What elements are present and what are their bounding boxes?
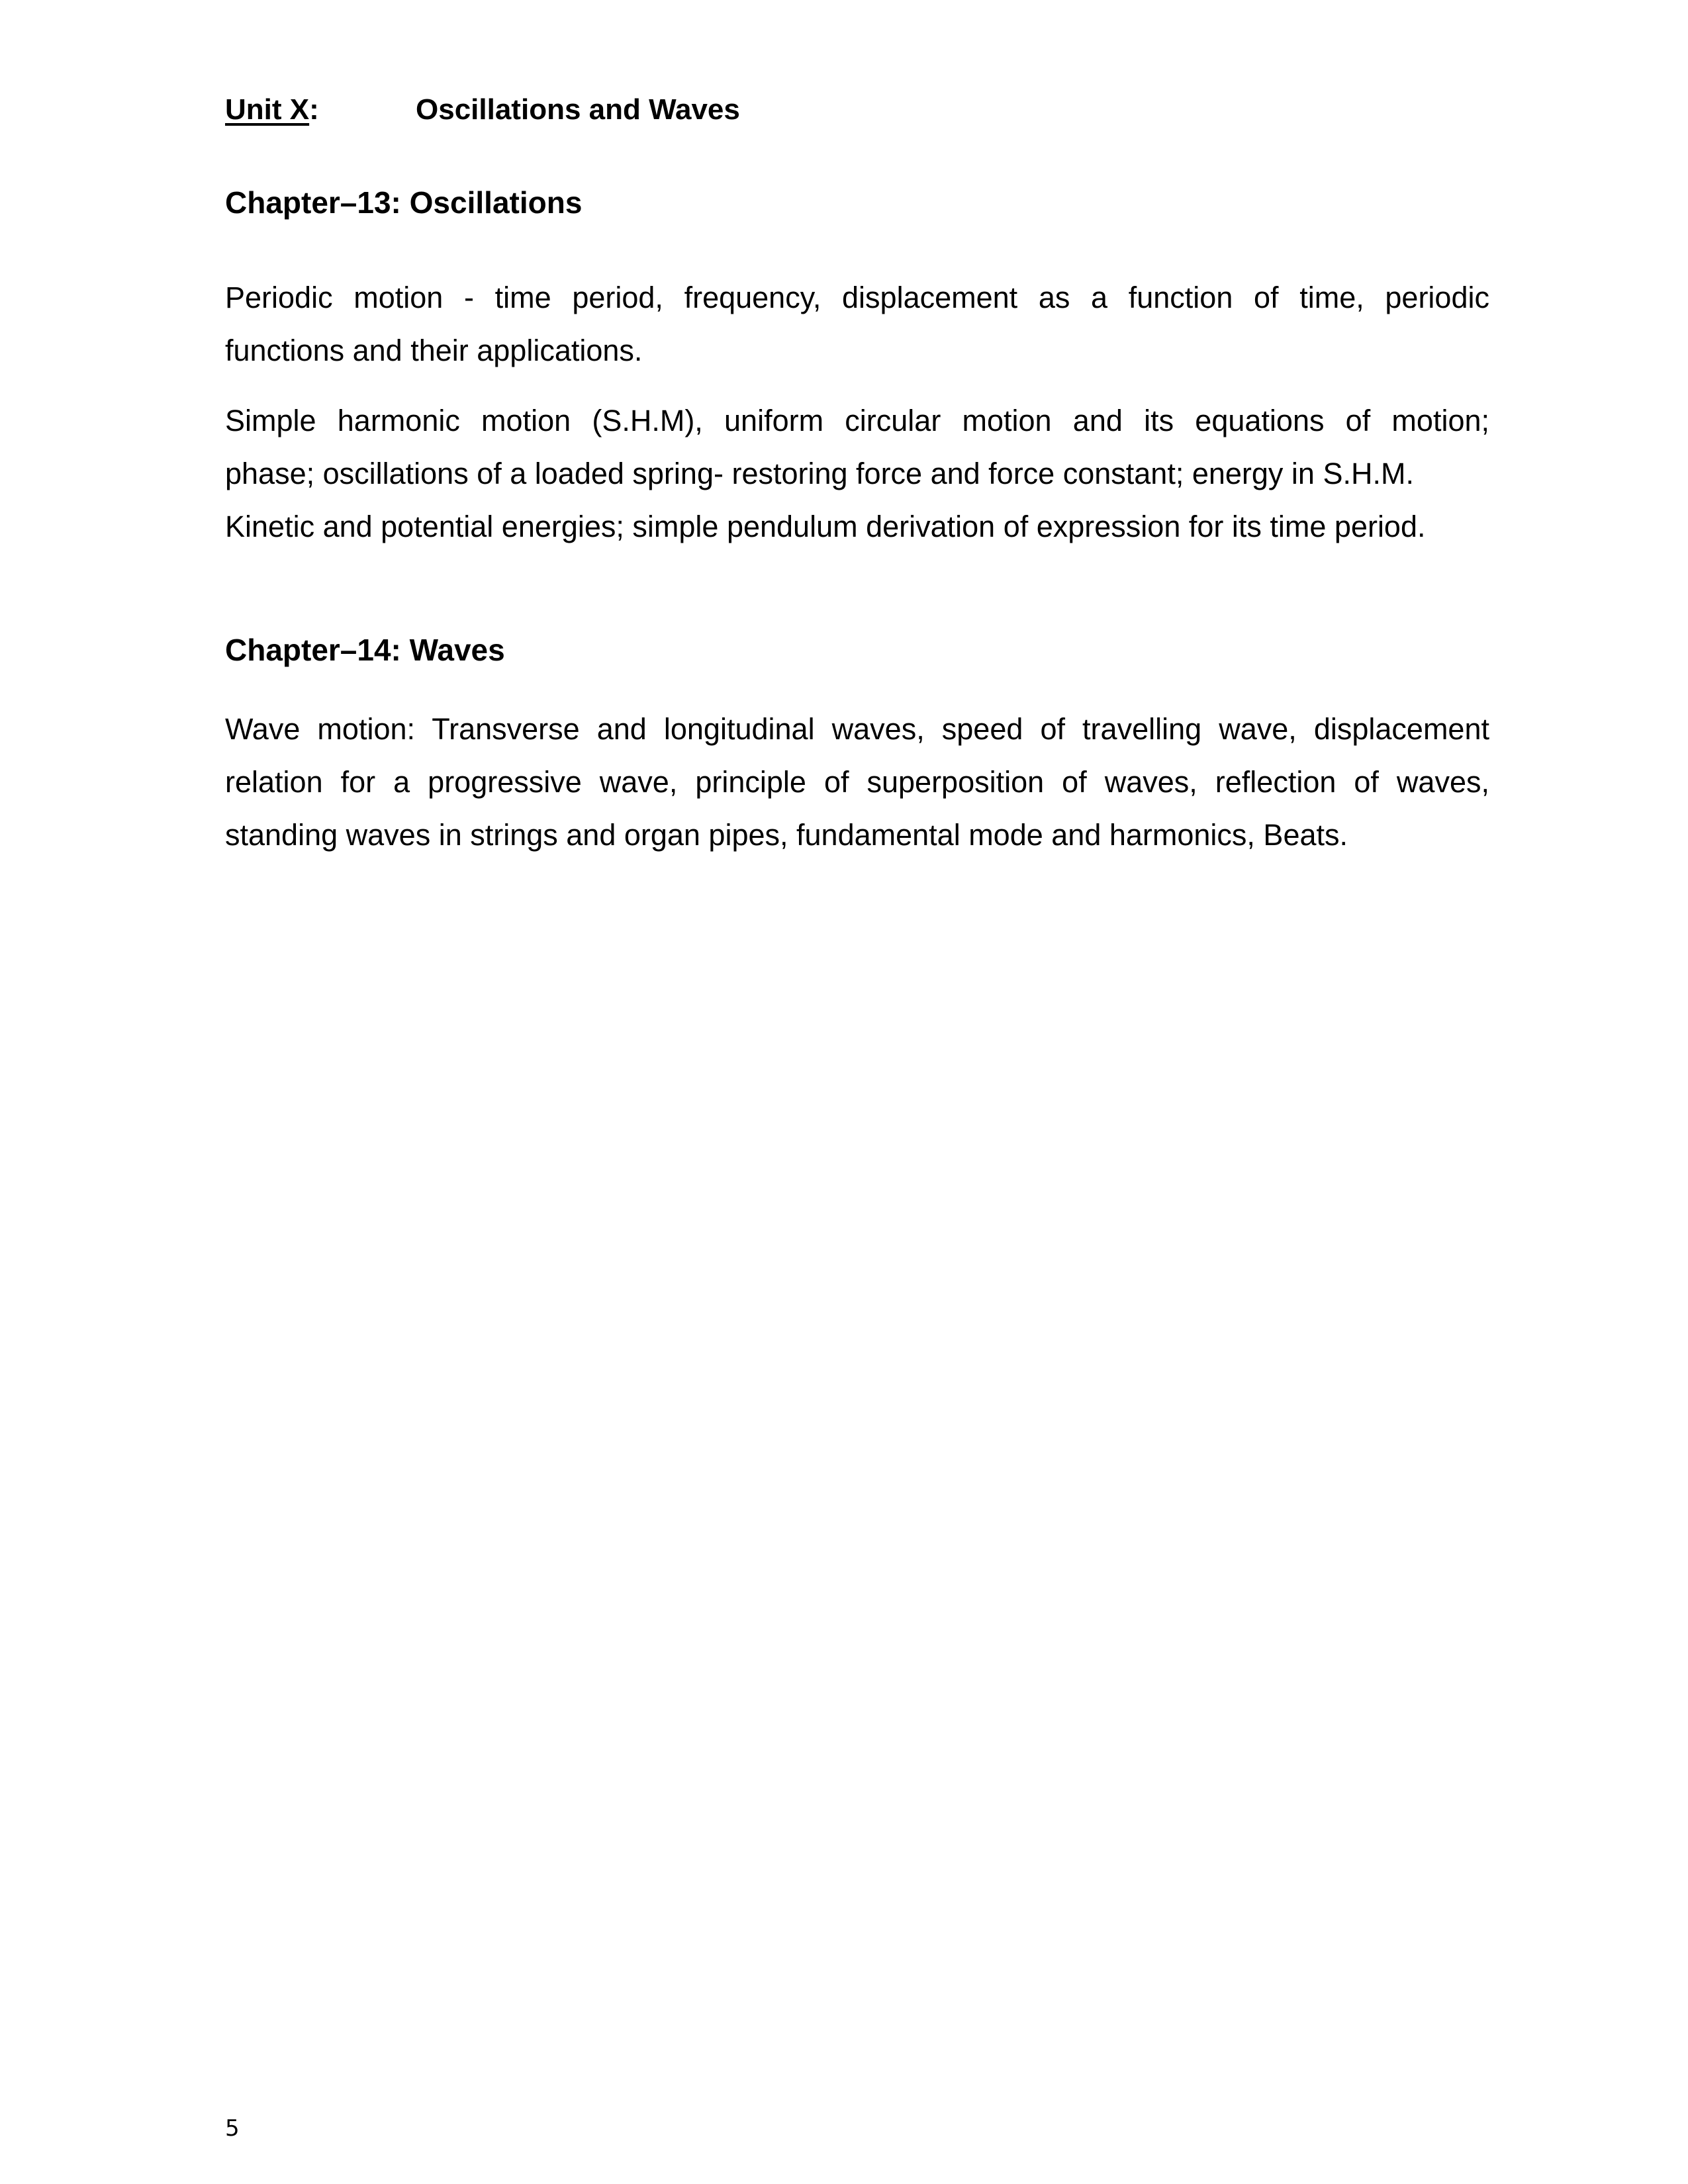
chapter-14-paragraph-1 [225, 703, 1489, 862]
chapter-13-paragraph-1 [225, 271, 1489, 377]
chapter-13-heading: Chapter–13: Oscillations [225, 185, 583, 220]
unit-title: Oscillations and Waves [416, 93, 740, 126]
paragraph-line: functions and their applications. [225, 334, 643, 367]
paragraph-line: Simple harmonic motion (S.H.M), uniform circular motion and its equations of motion; [225, 404, 1489, 437]
paragraph-line: phase; oscillations of a loaded spring- restoring force and force constant; energy in S.H.M. [225, 457, 1414, 490]
paragraph-line: relation for a progressive wave, principle of superposition of waves, reflection of waves, [225, 765, 1489, 799]
paragraph-line: standing waves in strings and organ pipes, fundamental mode and harmonics, Beats. [225, 818, 1348, 852]
chapter-14-heading: Chapter–14: Waves [225, 633, 505, 667]
paragraph-line: Kinetic and potential energies; simple pendulum derivation of expression for its time period. [225, 510, 1426, 543]
unit-heading [225, 90, 740, 130]
paragraph-line: Periodic motion - time period, frequency, displacement as a function of time, periodic [225, 281, 1489, 314]
unit-label: Unit X [225, 93, 310, 126]
page-number: 5 [225, 2115, 240, 2142]
unit-colon: : [309, 93, 319, 126]
paragraph-line: Wave motion: Transverse and longitudinal waves, speed of travelling wave, displacement [225, 712, 1489, 746]
chapter-13-paragraph-2 [225, 394, 1489, 553]
